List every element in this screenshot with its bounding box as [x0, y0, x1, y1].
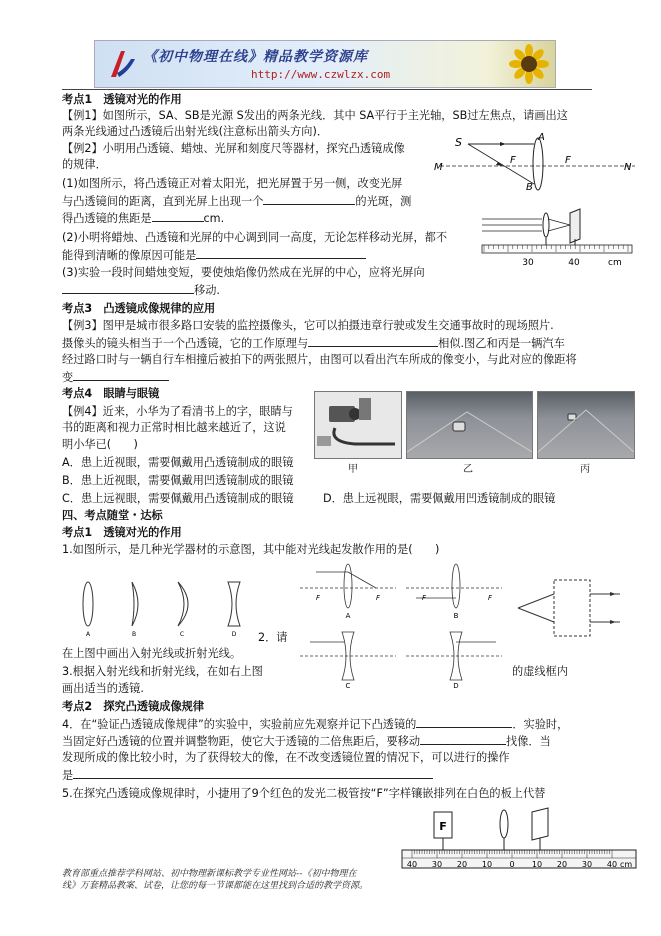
example-1-text: 【例1】如图所示，SA、SB是光源 S发出的两条光线．其中 SA平行于主光轴，SB过左焦点，请画出这 [62, 109, 568, 122]
ruler-unit: cm [608, 258, 622, 268]
photo-road-bing [537, 391, 635, 459]
label-b: B [526, 182, 533, 192]
bench-label: 40 [606, 860, 618, 869]
caption-yi: 乙 [463, 464, 473, 475]
question-4-text [62, 767, 433, 783]
section-heading: 考点1 透镜对光的作用 [62, 526, 182, 539]
answer-blank[interactable] [73, 767, 433, 779]
answer-blank[interactable] [263, 193, 355, 205]
caption-bing: 丙 [580, 464, 590, 475]
answer-blank[interactable] [308, 335, 438, 347]
bench-label: 40 [406, 860, 418, 869]
label-f: F [316, 594, 321, 602]
option-d[interactable]: D．患上远视眼，需要佩戴用凹透镜制成的眼镜 [323, 492, 556, 505]
bench-label: 0 [509, 860, 515, 869]
header-divider [62, 89, 592, 90]
example-3-text: 摄像头的镜头相当于一个凸透镜，它的工作原理与 [62, 337, 309, 350]
lens-label-a: A [85, 631, 91, 638]
question-text: cm. [203, 212, 225, 225]
question-4-text: 发现所成的像比较小时，为了获得较大的像，在不改变透镜位置的情况下，可以进行的操作 [62, 751, 510, 764]
bench-label: 20 [456, 860, 468, 869]
bench-label: 10 [481, 860, 493, 869]
footer-line: 教育部重点推荐学科网站、初中物理新课标教学专业性网站--《初中物理在 [62, 869, 357, 879]
diagram-label-b: B [453, 612, 459, 620]
bench-label: 10 [531, 860, 543, 869]
question-1-text: 1.如图所示，是几种光学器材的示意图，其中能对光线起发散作用的是( ) [62, 543, 440, 556]
example-2-text: 【例2】小明用凸透镜、蜡烛、光屏和刻度尺等器材，探究凸透镜成像 [62, 142, 405, 155]
option-b[interactable]: B．患上近视眼，需要佩戴用凹透镜制成的眼镜 [62, 474, 294, 487]
example-3-text [62, 369, 169, 385]
question-text [62, 210, 224, 226]
section-heading: 四、考点随堂・达标 [62, 509, 163, 522]
section-heading: 考点1 透镜对光的作用 [62, 93, 182, 106]
answer-blank[interactable] [416, 716, 512, 728]
question-3-text: 的虚线框内 [512, 665, 568, 678]
question-text: 能得到清晰的像原因可能是 [62, 249, 197, 262]
diagram-label-c: C [345, 682, 351, 688]
ruler-label-40: 40 [568, 258, 580, 268]
question-4-text: ．实验时， [512, 718, 569, 731]
optical-bench-figure [398, 806, 640, 886]
question-2-text: 2．请 [258, 631, 288, 644]
example-1-text: 两条光线通过凸透镜后出射光线(注意标出箭头方向)． [62, 125, 329, 138]
question-text: 得凸透镜的焦距是 [62, 212, 152, 225]
question-4-text: 4．在“验证凸透镜成像规律”的实验中，实验前应先观察并记下凸透镜的 [62, 718, 417, 731]
ray-diagrams-figure [296, 558, 506, 688]
answer-blank[interactable] [420, 733, 506, 745]
answer-blank[interactable] [196, 247, 366, 259]
lens-label-c: C [179, 631, 185, 638]
option-c[interactable]: C．患上远视眼，需要佩戴用凸透镜制成的眼镜 [62, 492, 294, 505]
example-4-text: 明小华已( ) [62, 438, 138, 451]
section-heading: 考点3 凸透镜成像规律的应用 [62, 302, 216, 315]
question-4-text [62, 716, 568, 732]
car-icon [538, 392, 634, 458]
lens-label-d: D [231, 631, 237, 638]
label-n: N [624, 162, 632, 173]
question-3-text: 3.根据入射光线和折射光线，在如右上图 [62, 665, 263, 678]
question-4-text: 是 [62, 769, 74, 782]
question-5-text: 5.在探究凸透镜成像规律时，小捷用了9个红色的发光二极管按“F”字样镶嵌排列在白色的板上代替 [62, 787, 546, 800]
example-3-text: 变 [62, 371, 74, 384]
label-f-right: F [565, 155, 571, 166]
answer-blank[interactable] [73, 369, 169, 381]
label-f: F [376, 594, 381, 602]
site-logo-icon [107, 47, 137, 81]
banner-title: 《初中物理在线》精品教学资源库 [143, 49, 368, 65]
example-3-text [62, 335, 565, 351]
caption-jia: 甲 [348, 464, 358, 475]
lens-shapes-figure [70, 578, 250, 638]
question-4-text: 当固定好凸透镜的位置并调整物距，使它大于透镜的二倍焦距后，要移动 [62, 735, 421, 748]
footer-line: 线》万套精品教案、试卷，让您的每一节课都能在这里找到合适的教学资源。 [62, 881, 369, 891]
question-text: 的光斑，测 [355, 195, 412, 208]
photo-road-yi [406, 391, 533, 459]
label-f: F [422, 594, 427, 602]
sunflower-icon [509, 44, 549, 84]
bench-label: 30 [431, 860, 443, 869]
example-3-text: 【例3】图甲是城市很多路口安装的监控摄像头，它可以拍摄违章行驶或发生交通事故时的现场照片. [62, 319, 554, 332]
ray-diagram-figure [430, 126, 640, 192]
bench-unit: cm [620, 860, 633, 869]
label-f: F [488, 594, 493, 602]
question-text: (2)小明将蜡烛、凸透镜和光屏的中心调到同一高度，无论怎样移动光屏，都不 [62, 231, 448, 244]
page-footer [62, 868, 368, 892]
example-2-text: 的规律． [62, 158, 107, 171]
example-4-text: 书的距离和视力正常时相比越来越近了，这说 [62, 421, 286, 434]
section-heading: 考点4 眼睛与眼镜 [62, 387, 160, 400]
question-text: (3)实验一段时间蜡烛变短，要使烛焰像仍然成在光屏的中心，应将光屏向 [62, 266, 425, 279]
ruler-label-30: 30 [522, 258, 534, 268]
question-2-text: 在上图中画出入射光线或折射光线。 [62, 647, 242, 660]
option-a[interactable]: A．患上近视眼，需要佩戴用凸透镜制成的眼镜 [62, 456, 294, 469]
bench-label: 20 [556, 860, 568, 869]
diagram-label-a: A [345, 612, 351, 620]
example-3-text: 经过路口时与一辆自行车相撞后被拍下的两张照片，由图可以看出汽车所成的像变小，与此对应的像距将 [62, 353, 577, 366]
section-heading: 考点2 探究凸透镜成像规律 [62, 700, 205, 713]
question-text [62, 193, 411, 209]
example-3-text: 相似.图乙和丙是一辆汽车 [438, 337, 565, 350]
screen-letter-f: F [439, 820, 447, 833]
label-f-left: F [510, 155, 516, 166]
camera-icon [315, 392, 401, 458]
label-a: A [538, 132, 545, 143]
question-text: 与凸透镜间的距离，直到光屏上出现一个 [62, 195, 264, 208]
label-s: S [455, 136, 462, 149]
question-text: (1)如图所示，将凸透镜正对着太阳光，把光屏置于另一侧，改变光屏 [62, 177, 403, 190]
bench-label: 30 [581, 860, 593, 869]
question-4-text: 找像．当 [506, 735, 551, 748]
header-banner [94, 40, 556, 88]
question-4-text [62, 733, 551, 749]
question-text: 移动. [194, 284, 220, 297]
label-m: M [434, 162, 443, 173]
question-3-text: 画出适当的透镜. [62, 682, 144, 695]
dashed-box-figure [514, 570, 624, 650]
lens-label-b: B [131, 631, 137, 638]
question-text [62, 282, 220, 298]
question-text [62, 247, 366, 263]
example-4-text: 【例4】近来，小华为了看清书上的字，眼睛与 [62, 405, 293, 418]
answer-blank[interactable] [62, 282, 194, 294]
car-icon [407, 392, 532, 458]
answer-blank[interactable] [152, 210, 204, 222]
diagram-label-d: D [453, 682, 459, 688]
photo-camera-jia [314, 391, 402, 459]
lens-ruler-figure [478, 205, 638, 271]
banner-url[interactable]: http://www.czwlzx.com [251, 68, 391, 81]
